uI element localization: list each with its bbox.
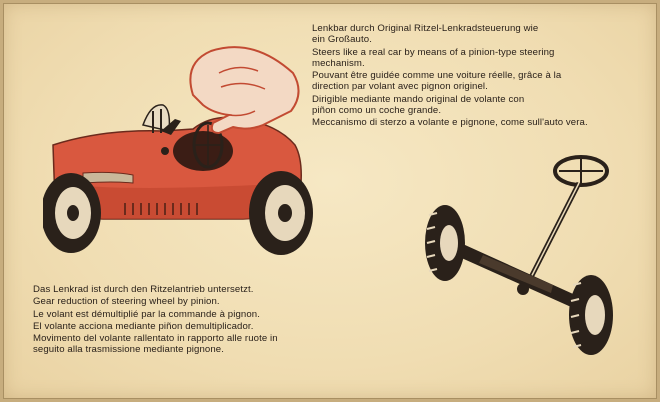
top-description — [312, 23, 647, 130]
top-paragraph-fr: Pouvant être guidée comme une voiture réelle, grâce à la direction par volant avec pignon originel. — [312, 70, 562, 93]
top-paragraph-en: Steers like a real car by means of a pinion-type steering mechanism. — [312, 46, 555, 69]
bottom-description — [33, 284, 373, 357]
steering-axle-illustration — [403, 143, 633, 373]
top-paragraph-es: Dirigible mediante mando original de volante con piñon como un coche grande. — [312, 93, 525, 117]
front-wheel — [249, 171, 313, 255]
axle-left-wheel — [425, 205, 465, 281]
top-paragraph-it: Meccanismo di sterzo a volante e pignone, come sull'auto vera. — [312, 117, 588, 129]
axle-steering-wheel-icon — [555, 157, 607, 185]
top-paragraph-de: Lenkbar durch Original Ritzel-Lenkradsteuerung wie ein Großauto. — [312, 23, 539, 46]
bottom-paragraph-fr: Le volant est démultiplié par la commande à pignon. — [33, 308, 260, 320]
bottom-paragraph-es: El volante acciona mediante piñon demultiplicador. — [33, 320, 254, 332]
axle-right-wheel — [569, 275, 613, 355]
bottom-paragraph-en: Gear reduction of steering wheel by pinion. — [33, 296, 220, 308]
race-car-illustration — [43, 33, 313, 263]
hand-illustration — [190, 47, 298, 133]
rear-wheel — [43, 173, 101, 253]
bottom-paragraph-de: Das Lenkrad ist durch den Ritzelantrieb untersetzt. — [33, 284, 254, 295]
bottom-paragraph-it: Movimento del volante rallentato in rapporto alle ruote in seguito alla trasmissione mediante pignone. — [33, 333, 278, 356]
